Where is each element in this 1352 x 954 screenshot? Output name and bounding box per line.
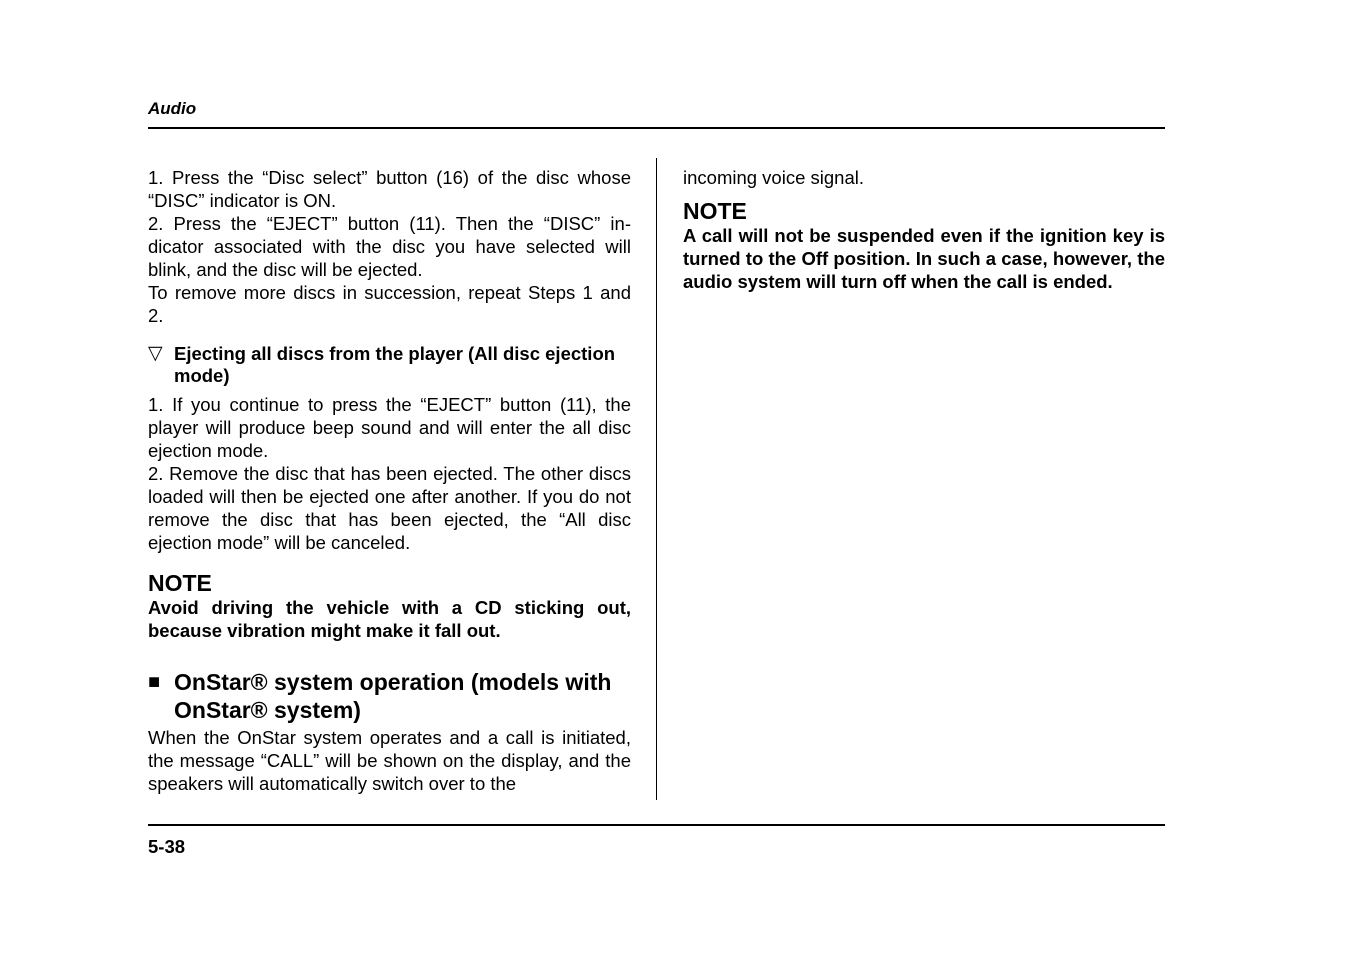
left-column	[148, 166, 631, 795]
triangle-icon: ▽	[148, 343, 163, 364]
sub-heading	[148, 343, 631, 387]
page-number: 5-38	[148, 836, 186, 857]
section-heading-text: OnStar® system operation (models with OnStar® system)	[174, 669, 612, 723]
column-divider	[656, 158, 657, 800]
section-heading	[148, 668, 631, 724]
body-paragraph: To remove more discs in succession, repeat Steps 1 and 2.	[148, 282, 631, 326]
sub-heading-text: Ejecting all discs from the player (All disc ejection mode)	[174, 343, 616, 386]
footer-rule	[148, 824, 1165, 826]
step-paragraph: 1. Press the “Disc select” button (16) of the disc whose “DISC” indicator is ON.	[148, 167, 631, 211]
square-bullet-icon: ■	[148, 671, 161, 693]
note-title: NOTE	[148, 570, 212, 596]
right-column	[683, 166, 1165, 293]
note-title: NOTE	[683, 198, 747, 224]
note-body: A call will not be suspended even if the ignition key is turned to the Off position. In such a case, however, the audio system will turn off when the call is ended.	[683, 225, 1165, 292]
step-paragraph: 2. Press the “EJECT” button (11). Then the “DISC” indicator associated with the disc you have selected will blink, and the disc will be ejected.	[148, 213, 631, 280]
header-rule	[148, 127, 1165, 129]
section-header: Audio	[148, 99, 197, 118]
note-body: Avoid driving the vehicle with a CD sticking out, because vibration might make it fall out.	[148, 597, 631, 641]
step-paragraph: 1. If you continue to press the “EJECT” button (11), the player will produce beep sound and will enter the all disc ejection mode.	[148, 394, 631, 461]
body-paragraph: When the OnStar system operates and a call is initiated, the message “CALL” will be shown on the display, and the speakers will automatically switch over to the	[148, 727, 631, 794]
step-paragraph: 2. Remove the disc that has been ejected. The other discs loaded will then be ejected one after another. If you do not remove the disc that has been ejected, the “All disc ejection mode” will be canceled.	[148, 463, 631, 553]
body-paragraph: incoming voice signal.	[683, 167, 864, 188]
